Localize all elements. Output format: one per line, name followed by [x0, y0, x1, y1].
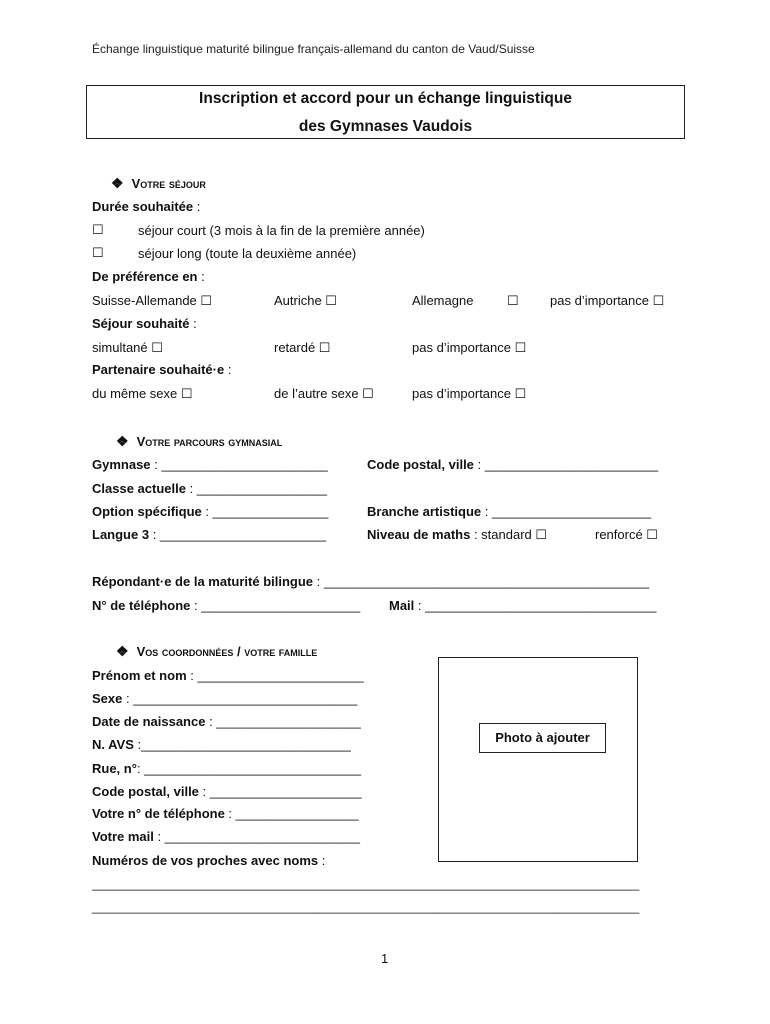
- pref-pas-importance[interactable]: pas d’importance ☐: [550, 293, 665, 308]
- cp-label: Code postal, ville: [367, 457, 474, 472]
- partenaire-meme-sexe[interactable]: du même sexe ☐: [92, 386, 193, 401]
- gymnase-line: : _______________________: [150, 457, 328, 472]
- code-postal-field[interactable]: [92, 784, 362, 799]
- date-naissance-field[interactable]: [92, 714, 361, 729]
- vmail-line: : ___________________________: [153, 829, 360, 844]
- section-heading-coordonnees: [116, 643, 317, 660]
- page-number: 1: [381, 951, 389, 966]
- diamond-bullet-icon: ❖: [116, 643, 129, 659]
- code-postal-ville-field[interactable]: [367, 457, 658, 472]
- preference-suffix: :: [197, 269, 205, 284]
- avs-line: :_____________________________: [133, 737, 351, 752]
- checkbox-sejour-court[interactable]: ☐: [92, 222, 104, 237]
- prenom-line: : _______________________: [186, 668, 364, 683]
- avs-field[interactable]: [92, 737, 351, 752]
- partenaire-autre-sexe[interactable]: de l’autre sexe ☐: [274, 386, 374, 401]
- mail-label: Mail: [389, 598, 415, 613]
- partenaire-label-text: Partenaire souhaité·e: [92, 362, 225, 377]
- gymnase-field[interactable]: [92, 457, 328, 472]
- proches-suffix: :: [318, 853, 326, 868]
- preference-label-text: De préférence en: [92, 269, 198, 284]
- fill-line-1[interactable]: __________________________________________________________________________________: [92, 877, 640, 891]
- vmail-label: Votre mail: [92, 829, 154, 844]
- telephone-label: N° de téléphone: [92, 598, 191, 613]
- prenom-label: Prénom et nom: [92, 668, 187, 683]
- gymnase-label: Gymnase: [92, 457, 151, 472]
- section-title: Vos coordonnées / votre famille: [136, 644, 318, 659]
- sexe-label: Sexe: [92, 691, 123, 706]
- telephone-line: : ______________________: [190, 598, 361, 613]
- maths-renforce[interactable]: renforcé ☐: [595, 527, 658, 542]
- opt-sejour-court: séjour court (3 mois à la fin de la première année): [138, 223, 425, 238]
- partenaire-suffix: :: [224, 362, 232, 377]
- title-line-1: Inscription et accord pour un échange linguistique: [199, 90, 572, 107]
- option-line: : ________________: [201, 504, 329, 519]
- niveau-maths-field[interactable]: [367, 527, 547, 543]
- proches-label-text: Numéros de vos proches avec noms: [92, 853, 319, 868]
- votre-mail-field[interactable]: [92, 829, 360, 844]
- preference-label: [92, 269, 205, 284]
- vtel-line: : _________________: [224, 806, 359, 821]
- diamond-bullet-icon: ❖: [111, 175, 124, 191]
- section-heading-sejour: [111, 175, 206, 192]
- naissance-line: : ____________________: [205, 714, 361, 729]
- mail-line: : ________________________________: [414, 598, 657, 613]
- proches-label: [92, 853, 325, 868]
- photo-label: Photo à ajouter: [479, 723, 606, 753]
- sexe-line: : _______________________________: [122, 691, 358, 706]
- vtel-label: Votre n° de téléphone: [92, 806, 225, 821]
- option-specifique-field[interactable]: [92, 504, 328, 519]
- partenaire-label: [92, 362, 231, 377]
- title-line-2: des Gymnases Vaudois: [298, 118, 473, 135]
- rue-field[interactable]: [92, 761, 361, 776]
- sejour-pas-importance[interactable]: pas d’importance ☐: [412, 340, 527, 355]
- repondant-label: Répondant·e de la maturité bilingue: [92, 574, 314, 589]
- sexe-field[interactable]: [92, 691, 357, 706]
- cpv-label: Code postal, ville: [92, 784, 199, 799]
- classe-line: : __________________: [185, 481, 327, 496]
- duree-suffix: :: [193, 199, 201, 214]
- telephone-field[interactable]: [92, 598, 360, 613]
- classe-label: Classe actuelle: [92, 481, 186, 496]
- checkbox-allemagne[interactable]: ☐: [507, 293, 519, 308]
- diamond-bullet-icon: ❖: [116, 433, 129, 449]
- branche-line: : ______________________: [481, 504, 652, 519]
- avs-label: N. AVS: [92, 737, 134, 752]
- rue-label: Rue, n°: [92, 761, 137, 776]
- prenom-nom-field[interactable]: [92, 668, 364, 683]
- votre-telephone-field[interactable]: [92, 806, 359, 821]
- checkbox-sejour-long[interactable]: ☐: [92, 245, 104, 260]
- branche-label: Branche artistique: [367, 504, 482, 519]
- pref-allemagne: Allemagne: [412, 293, 474, 308]
- classe-field[interactable]: [92, 481, 327, 496]
- branche-artistique-field[interactable]: [367, 504, 651, 519]
- maths-standard: : standard ☐: [470, 527, 548, 542]
- title-box: [86, 85, 685, 139]
- sejour-suffix: :: [189, 316, 197, 331]
- partenaire-pas-importance[interactable]: pas d’importance ☐: [412, 386, 527, 401]
- fill-line-2[interactable]: __________________________________________________________________________________: [92, 900, 640, 914]
- cp-line: : ________________________: [473, 457, 659, 472]
- section-title: Votre parcours gymnasial: [136, 434, 283, 449]
- photo-box[interactable]: [438, 657, 638, 862]
- langue3-field[interactable]: [92, 527, 326, 542]
- duree-label-text: Durée souhaitée: [92, 199, 194, 214]
- cpv-line: : _____________________: [198, 784, 362, 799]
- mail-field[interactable]: [389, 598, 657, 613]
- maths-label: Niveau de maths: [367, 527, 471, 542]
- langue-line: : _______________________: [149, 527, 327, 542]
- repondant-line: : _____________________________________________: [313, 574, 650, 589]
- section-title: Votre séjour: [131, 176, 206, 191]
- sejour-souhaite-label: [92, 316, 197, 331]
- sejour-label-text: Séjour souhaité: [92, 316, 190, 331]
- document-header: Échange linguistique maturité bilingue français-allemand du canton de Vaud/Suisse: [92, 42, 535, 56]
- option-label: Option spécifique: [92, 504, 202, 519]
- langue-label: Langue 3: [92, 527, 150, 542]
- sejour-retarde[interactable]: retardé ☐: [274, 340, 331, 355]
- section-heading-parcours: [116, 433, 282, 450]
- naissance-label: Date de naissance: [92, 714, 206, 729]
- pref-autriche[interactable]: Autriche ☐: [274, 293, 337, 308]
- opt-sejour-long: séjour long (toute la deuxième année): [138, 246, 357, 261]
- sejour-simultane[interactable]: simultané ☐: [92, 340, 163, 355]
- duree-label: [92, 199, 200, 214]
- repondant-field[interactable]: [92, 574, 649, 589]
- rue-line: : ______________________________: [136, 761, 362, 776]
- pref-suisse-allemande[interactable]: Suisse-Allemande ☐: [92, 293, 213, 308]
